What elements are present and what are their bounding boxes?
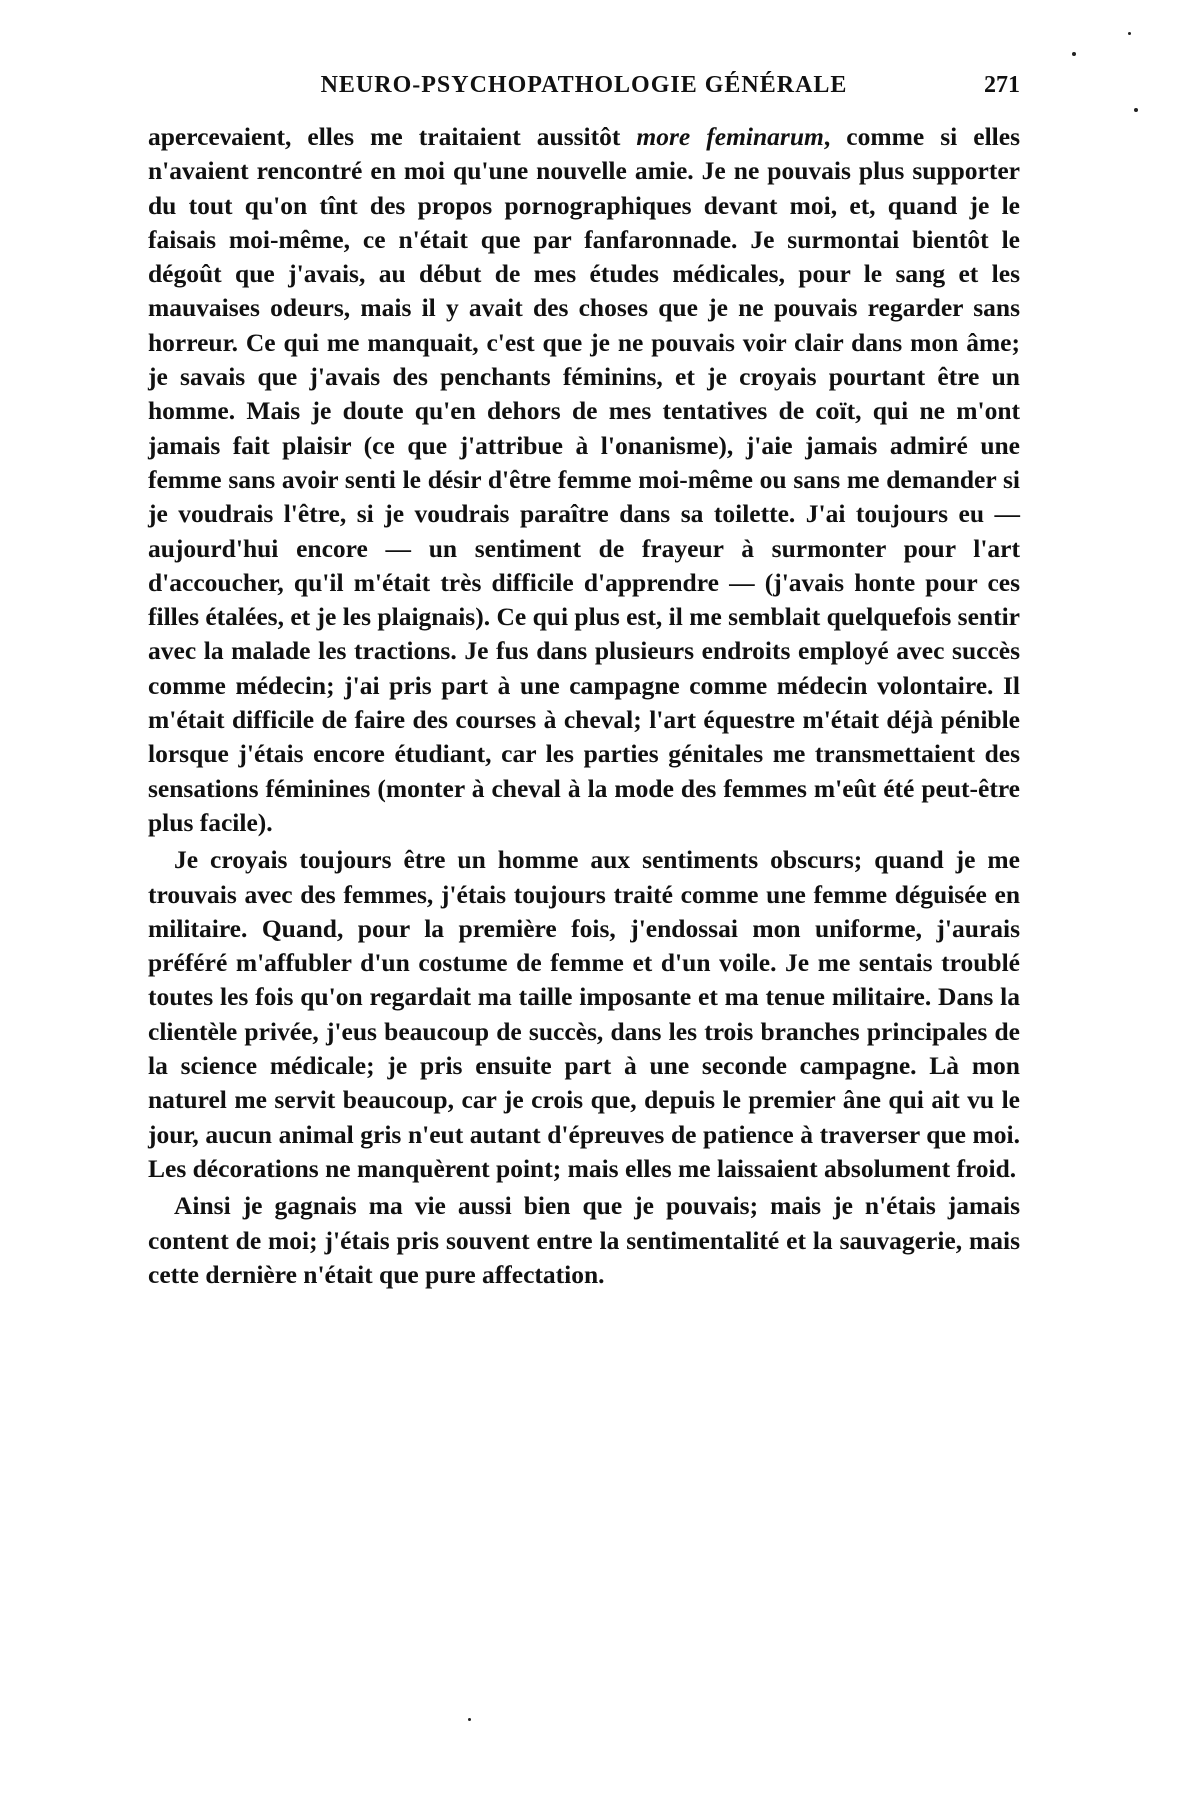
paragraph-2: Je croyais toujours être un homme aux sentiments obscurs; quand je me trouvais avec des femmes, j'étais toujours traité comme une femme déguisée en militaire. Quand, pour la première fois, j'endossai mon uniforme, j'aurais préféré m'affubler d'un costume de femme et d'un voile. Je me sentais troublé toutes les fois qu'on regardait ma taille imposante et ma tenue militaire. Dans la clientèle privée, j'eus beaucoup de succès, dans les trois branches principales de la science médicale; je pris ensuite part à une seconde campagne. Là mon naturel me servit beaucoup, car je crois que, depuis le premier âne qui ait vu le jour, aucun animal gris n'eut autant d'épreuves de patience à traverser que moi. Les décorations ne manquèrent point; mais elles me laissaient absolument froid. xyxy=(148,845,1020,1183)
scan-speck xyxy=(468,1718,471,1721)
header-title: NEURO-PSYCHOPATHOLOGIE GÉNÉRALE xyxy=(320,72,848,98)
paragraph-3: Ainsi je gagnais ma vie aussi bien que je pouvais; mais je n'étais jamais content de moi; j'étais pris souvent entre la sentimentalité et la sauvagerie, mais cette dernière n'était que pure affectation. xyxy=(148,1191,1020,1289)
scan-speck xyxy=(1134,108,1138,112)
body-text xyxy=(148,120,1020,1295)
paragraph-1-start: aperceνaient, elles me traitaient aussitôt xyxy=(148,122,637,151)
running-header xyxy=(148,72,1020,102)
latin-phrase: more feminarum xyxy=(636,122,824,151)
scan-speck xyxy=(1128,32,1131,35)
scan-speck xyxy=(1072,52,1076,56)
page-number: 271 xyxy=(984,72,1020,98)
paragraph-1 xyxy=(148,120,1020,840)
paragraph-1-rest: , comme si elles n'avaient rencontré en moi qu'une nouvelle amie. Je ne pouvais plus supporter du tout qu'on tînt des propos pornographiques devant moi, et, quand je le faisais moi-même, ce n'était que par fanfaronnade. Je surmontai bientôt le dégoût que j'avais, au début de mes études médicales, pour le sang et les mauvaises odeurs, mais il y avait des choses que je ne pouvais regarder sans horreur. Ce qui me manquait, c'est que je ne pouvais voir clair dans mon âme; je savais que j'avais des penchants féminins, et je croyais pourtant être un homme. Mais je doute qu'en dehors de mes tentatives de coït, qui ne m'ont jamais fait plaisir (ce que j'attribue à l'onanisme), j'aie jamais admiré une femme sans avoir senti le désir d'être femme moi-même ou sans me demander si je voudrais l'être, si je voudrais paraître dans sa toilette. J'ai toujours eu — aujourd'hui encore — un sentiment de frayeur à surmonter pour l'art d'accoucher, qu'il m'était très difficile d'apprendre — (j'avais honte pour ces filles étalées, et je les plaignais). Ce qui plus est, il me semblait quelquefois sentir avec la malade les tractions. Je fus dans plusieurs endroits employé avec succès comme médecin; j'ai pris part à une campagne comme médecin volontaire. Il m'était difficile de faire des courses à cheval; l'art équestre m'était déjà pénible lorsque j'étais encore étudiant, car les parties génitales me transmettaient des sensations féminines (monter à cheval à la mode des femmes m'eût été peut-être plus facile). xyxy=(148,122,1021,837)
